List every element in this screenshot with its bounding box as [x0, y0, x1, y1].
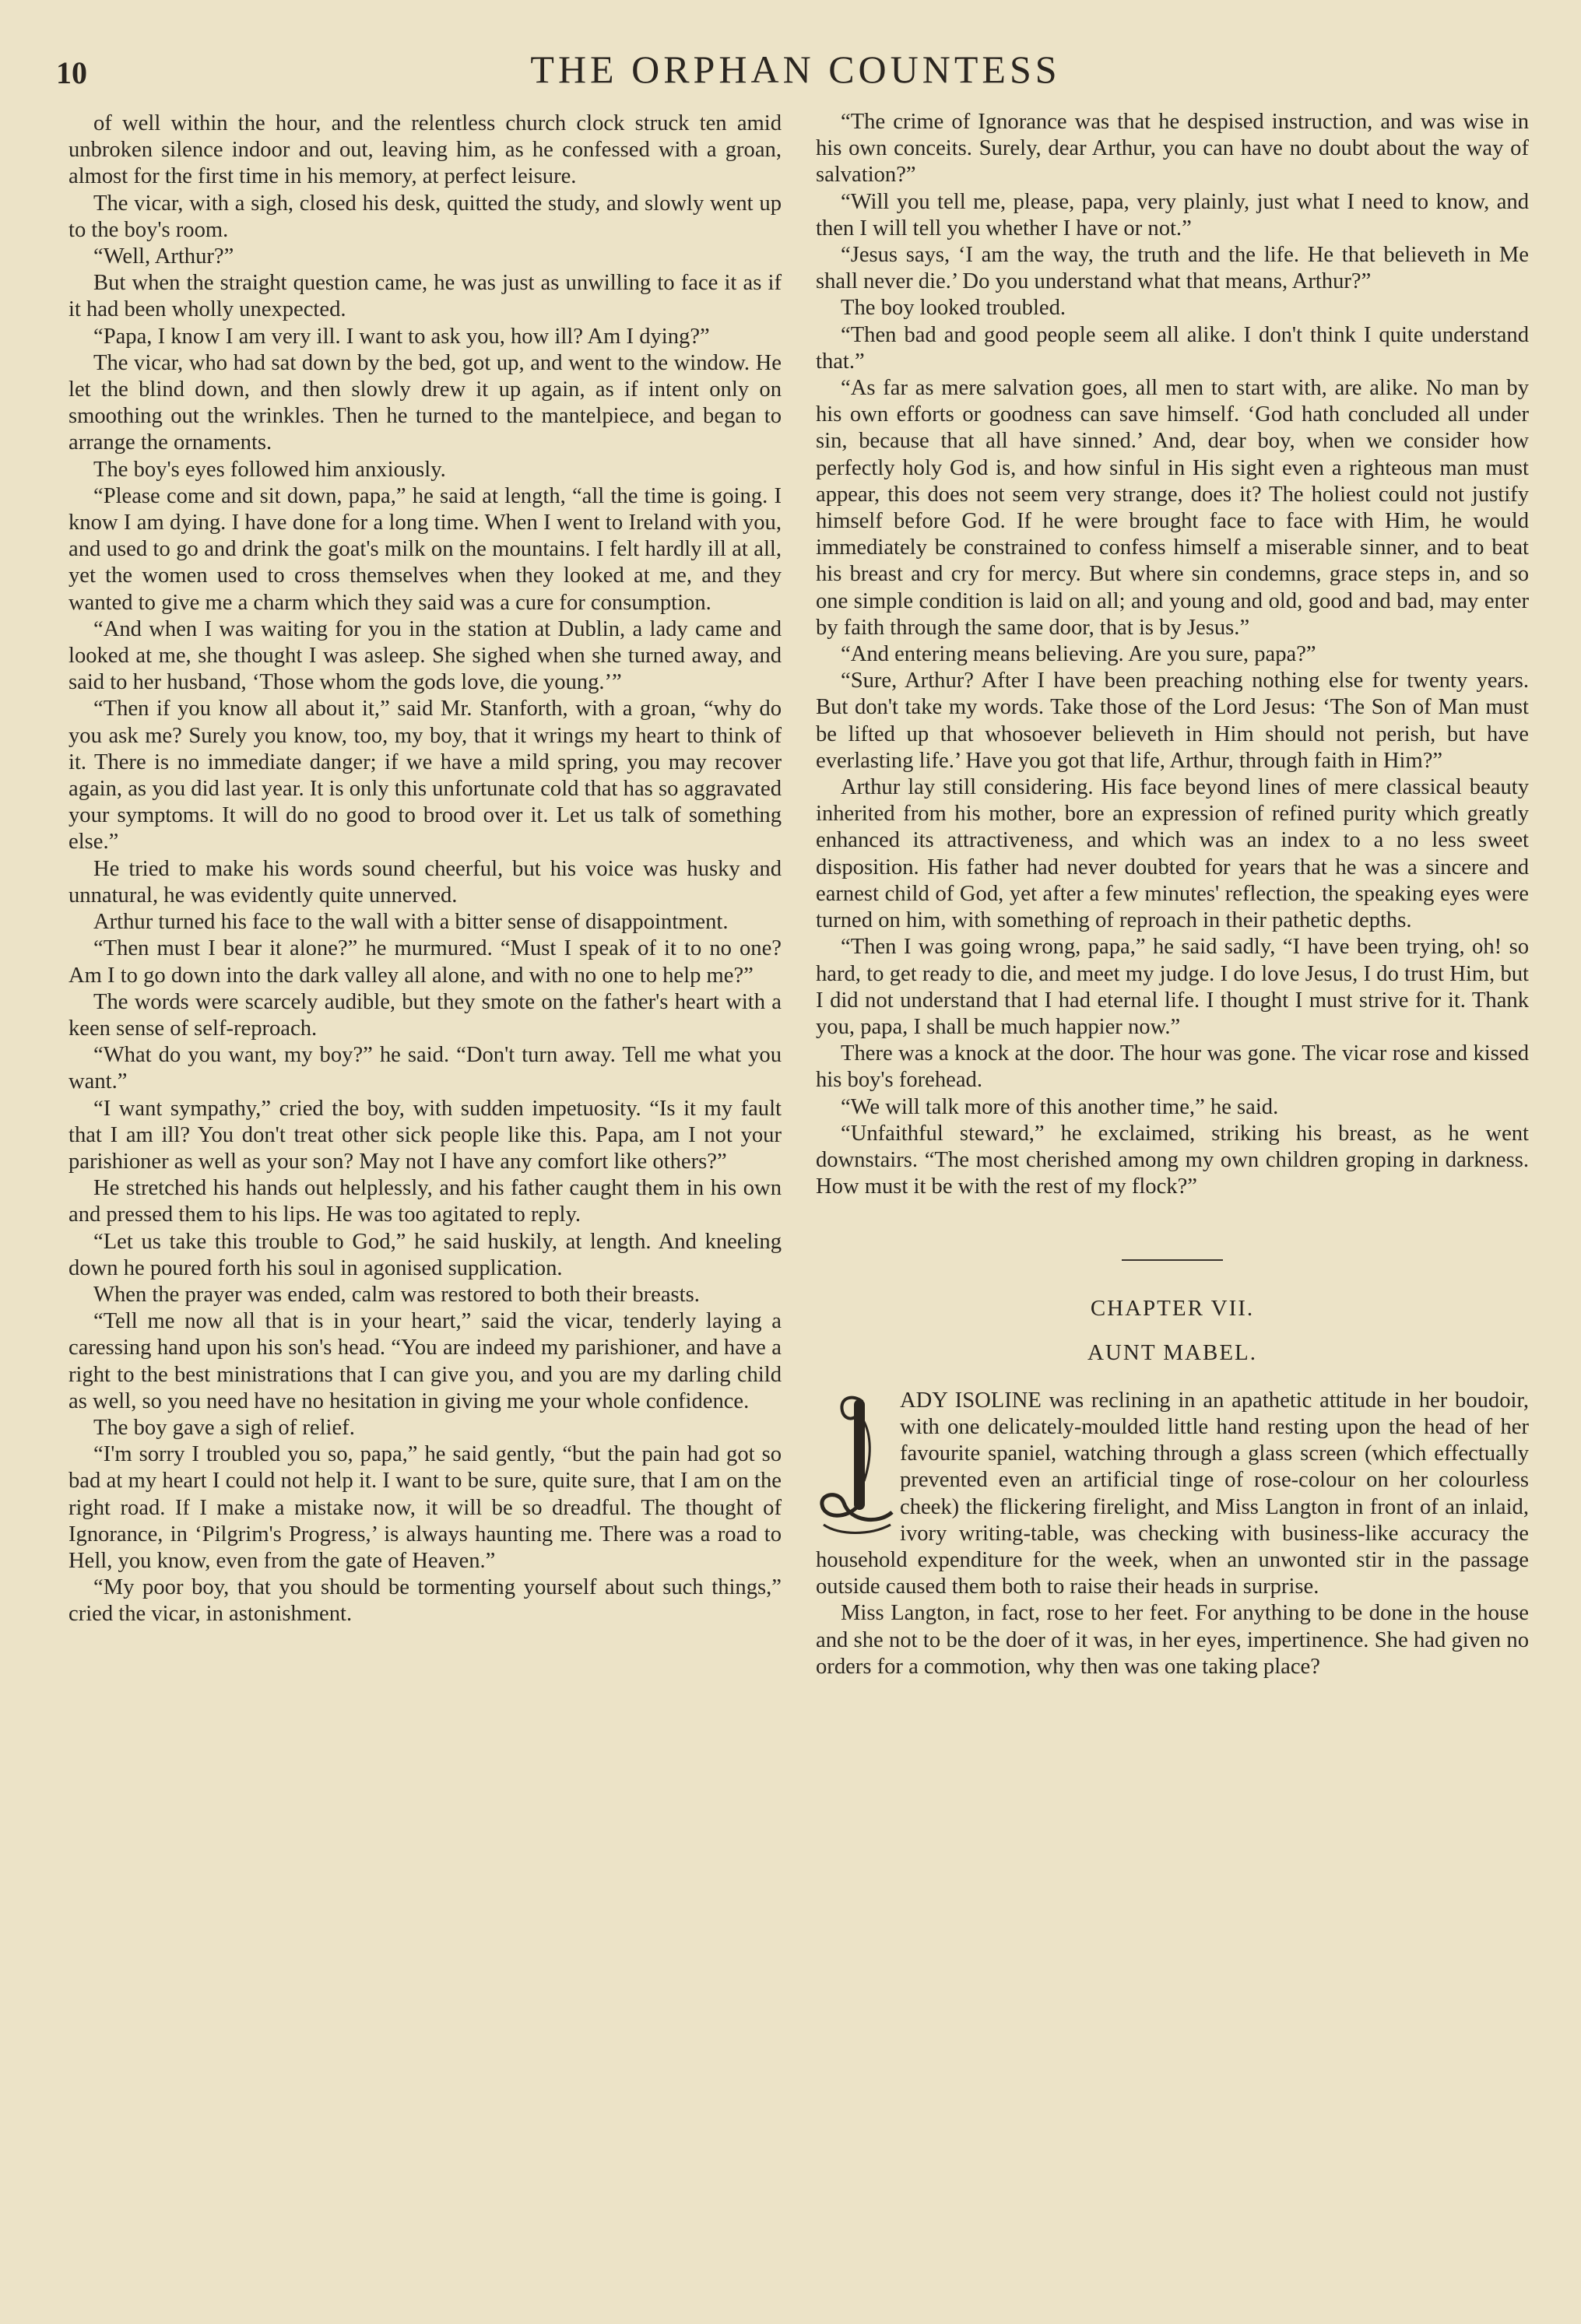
left-column-paragraph: But when the straight question came, he was just as unwilling to face it as if it had been wholly unexpected.: [69, 271, 782, 322]
right-column-paragraph: “Unfaithful steward,” he exclaimed, striking his breast, as he went downstairs. “The most cherished among my own children groping in darkness. How must it be with the rest of my flock?”: [816, 1121, 1529, 1199]
right-column-paragraph: There was a knock at the door. The hour was gone. The vicar rose and kissed his boy's forehead.: [816, 1041, 1529, 1093]
right-column-paragraph: “The crime of Ignorance was that he despised instruction, and was wise in his own conceits. Surely, dear Arthur, you can have no doubt about the way of salvation?”: [816, 110, 1529, 188]
running-title: THE ORPHAN COUNTESS: [530, 47, 1061, 91]
chapter-number: CHAPTER VII.: [1090, 1296, 1255, 1322]
right-column-paragraph: “We will talk more of this another time,” he said.: [841, 1094, 1279, 1119]
section-divider: [1122, 1259, 1223, 1261]
left-column-paragraph: “Papa, I know I am very ill. I want to ask you, how ill? Am I dying?”: [93, 324, 710, 349]
left-column-paragraph: “Then must I bear it alone?” he murmured. “Must I speak of it to no one? Am I to go down into the dark valley all alone, and with no one to help me?”: [69, 936, 782, 988]
right-column-paragraph: “Sure, Arthur? After I have been preaching nothing else for twenty years. But don't take my words. Take those of the Lord Jesus: ‘The Son of Man must be lifted up that whosoever believeth in Him should not perish, but have everlasting life.’ Have you got that life, Arthur, through faith in Him?”: [816, 669, 1529, 773]
right-column-text: [816, 109, 1529, 1200]
left-column-paragraph: “Well, Arthur?”: [93, 244, 234, 269]
left-column-paragraph: “And when I was waiting for you in the station at Dublin, a lady came and looked at me, she thought I was asleep. She sighed when she turned away, and said to her husband, ‘Those whom the gods love, die young.’”: [69, 616, 782, 695]
chapter-opening-paragraph: ADY ISOLINE was reclining in an apathetic attitude in her boudoir, with one delicately-moulded little hand resting upon the head of her favourite spaniel, watching through a glass screen (which effectually prevented even an artificial tinge of rose-colour on her colourless cheek) the flickering firelight, and Miss Langton in front of an inlaid, ivory writing-table, was checking with business-like accuracy the household expenditure for the week, when an unwonted stir in the passage outside caused them both to raise their heads in surprise.: [816, 1388, 1529, 1599]
left-column-paragraph: The vicar, who had sat down by the bed, got up, and went to the window. He let the blind down, and then slowly drew it up again, as if intent only on smoothing out the wrinkles. Then he turned to the mantelpiece, and began to arrange the ornaments.: [69, 350, 782, 455]
left-column-paragraph: The boy gave a sigh of relief.: [93, 1415, 355, 1440]
right-column-paragraph: “As far as mere salvation goes, all men to start with, are alike. No man by his own efforts or goodness can save himself. ‘God hath concluded all under sin, because that all have sinned.’ And, dear boy, when we consider how perfectly holy God is, and how sinful in His sight even a righteous man must appear, this does not seem very strange, does it? The holiest could not justify himself before God. If he were brought face to face with Him, he would immediately be constrained to confess himself a miserable sinner, and to beat his breast and cry for mercy. But where sin condemns, grace steps in, and so one simple condition is laid on all; and young and old, good and bad, may enter by faith through the same door, that is by Jesus.”: [816, 376, 1529, 640]
chapter-opening: [816, 1388, 1529, 1601]
left-column-paragraph: “Please come and sit down, papa,” he said at length, “all the time is going. I know I am dying. I have done for a long time. When I went to Ireland with you, and used to go and drink the goat's milk on the mountains. I felt hardly ill at all, yet the women used to cross themselves when they looked at me, and they wanted to give me a charm which they said was a cure for consumption.: [69, 483, 782, 615]
right-column-paragraph: “Then bad and good people seem all alike. I don't think I quite understand that.”: [816, 322, 1529, 374]
chapter-title: AUNT MABEL.: [1087, 1339, 1258, 1365]
left-column-paragraph: “Tell me now all that is in your heart,” said the vicar, tenderly laying a caressing hand upon his son's head. “You are indeed my parishioner, and have a right to the best ministrations that I can give you, and you are my darling child as well, so you need have no hesitation in giving me your whole confidence.: [69, 1309, 782, 1413]
left-column-paragraph: “I want sympathy,” cried the boy, with sudden impetuosity. “Is it my fault that I am ill? You don't treat other sick people like this. Papa, am I not your parishioner as well as your son? May not I have any comfort like others?”: [69, 1096, 782, 1174]
ornamental-dropcap: [816, 1388, 894, 1540]
right-column-paragraph: “And entering means believing. Are you sure, papa?”: [841, 642, 1316, 667]
right-column-paragraph: Arthur lay still considering. His face beyond lines of mere classical beauty inherited from his mother, bore an expression of refined purity which greatly enhanced its attractiveness, and which was an index to a no less sweet disposition. His father had never doubted for years that he was a sincere and earnest child of God, yet after a few minutes' reflection, the speaking eyes were turned on him, with something of reproach in their pathetic depths.: [816, 775, 1529, 933]
right-column: [816, 109, 1529, 1680]
page-number: 10: [56, 55, 87, 90]
right-column-paragraph: The boy looked troubled.: [841, 296, 1066, 321]
right-column-paragraph: “Jesus says, ‘I am the way, the truth and the life. He that believeth in Me shall never die.’ Do you understand what that means, Arthur?”: [816, 243, 1529, 294]
left-column-paragraph: When the prayer was ended, calm was restored to both their breasts.: [93, 1282, 700, 1307]
left-column: [69, 111, 782, 1628]
page-header: [56, 39, 1535, 93]
chapter-paragraphs: [816, 1600, 1529, 1680]
left-column-paragraph: He tried to make his words sound cheerful, but his voice was husky and unnatural, he was evidently quite unnerved.: [69, 856, 782, 907]
left-column-paragraph: Arthur turned his face to the wall with a bitter sense of disappointment.: [93, 910, 729, 935]
left-column-paragraph: The vicar, with a sigh, closed his desk, quitted the study, and slowly went up to the boy's room.: [69, 191, 782, 242]
left-column-paragraph: “What do you want, my boy?” he said. “Don't turn away. Tell me what you want.”: [69, 1043, 782, 1094]
left-column-paragraph: “Then if you know all about it,” said Mr. Stanforth, with a groan, “why do you ask me? Surely you know, too, my boy, that it wrings my heart to think of it. There is no immediate danger; if we have a mild spring, you may recover again, as you did last year. It is only this unfortunate cold that has so aggravated your symptoms. It will do no good to brood over it. Let us talk of something else.”: [69, 697, 782, 855]
chapter-paragraph: Miss Langton, in fact, rose to her feet. For anything to be done in the house and she not to be the doer of it was, in her eyes, impertinence. She had given no orders for a commotion, why then was one taking place?: [816, 1601, 1529, 1679]
left-column-paragraph: “My poor boy, that you should be tormenting yourself about such things,” cried the vicar, in astonishment.: [69, 1575, 782, 1627]
left-column-paragraph: “I'm sorry I troubled you so, papa,” he said gently, “but the pain had got so bad at my heart I could not help it. I want to be sure, quite sure, that I am on the right road. If I make a mistake now, it will be so dreadful. The thought of Ignorance, in ‘Pilgrim's Progress,’ is always haunting me. There was a road to Hell, you know, even from the gate of Heaven.”: [69, 1442, 782, 1573]
right-column-paragraph: “Then I was going wrong, papa,” he said sadly, “I have been trying, oh! so hard, to get ready to die, and meet my judge. I do love Jesus, I do trust Him, but I did not understand that I had eternal life. I thought I must strive for it. Thank you, papa, I shall be much happier now.”: [816, 935, 1529, 1039]
right-column-paragraph: “Will you tell me, please, papa, very plainly, just what I need to know, and then I will tell you whether I have or not.”: [816, 189, 1529, 240]
left-column-paragraph: He stretched his hands out helplessly, and his father caught them in his own and pressed them to his lips. He was too agitated to reply.: [69, 1176, 782, 1227]
left-column-paragraph: The words were scarcely audible, but they smote on the father's heart with a keen sense of self-reproach.: [69, 989, 782, 1041]
left-column-paragraph: of well within the hour, and the relentless church clock struck ten amid unbroken silence indoor and out, leaving him, as he confessed with a groan, almost for the first time in his memory, at perfect leisure.: [69, 111, 782, 189]
left-column-paragraph: The boy's eyes followed him anxiously.: [93, 457, 446, 482]
left-column-paragraph: “Let us take this trouble to God,” he said huskily, at length. And kneeling down he poured forth his soul in agonised supplication.: [69, 1229, 782, 1280]
